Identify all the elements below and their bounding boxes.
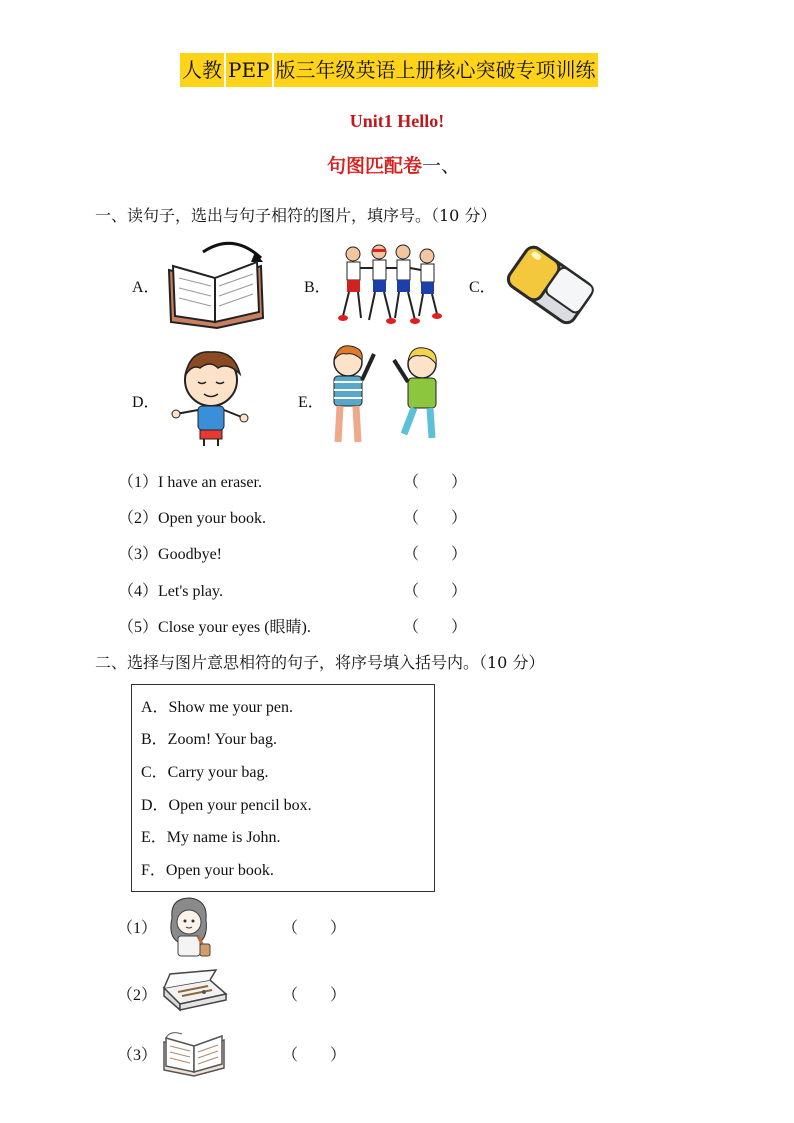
answer-blank[interactable]: （ ）: [282, 987, 347, 1004]
picture-label-b: B．: [304, 279, 331, 296]
answer-blank[interactable]: （ ）: [403, 510, 468, 527]
item-text: I have an eraser.: [158, 474, 262, 491]
children-playing-icon: [335, 240, 445, 326]
answer-blank[interactable]: （ ）: [282, 920, 347, 937]
item-text: Let's play.: [158, 583, 223, 600]
option-b: B．Zoom! Your bag.: [141, 731, 278, 748]
picture-label-d: D．: [132, 394, 160, 411]
worksheet-subtitle: [327, 151, 460, 178]
s1-item-5: [118, 614, 311, 637]
section1-heading: 一、读句子，选出与句子相符的图片，填序号。（10 分）: [95, 206, 497, 225]
page-title: [180, 53, 598, 87]
item-text: Close your eyes (眼睛).: [158, 619, 311, 636]
option-f: F．Open your book.: [141, 862, 274, 879]
open-book-icon: [163, 238, 268, 328]
eraser-icon: [502, 237, 597, 330]
answer-blank[interactable]: （ ）: [403, 546, 468, 563]
s1-item-1: [118, 469, 262, 492]
s1-item-3: [118, 541, 222, 564]
item-number: （3）: [118, 546, 159, 563]
section2-heading: 二、选择与图片意思相符的句子，将序号填入括号内。（10 分）: [95, 653, 545, 672]
item-number: （5）: [118, 619, 159, 636]
answer-blank[interactable]: （ ）: [403, 619, 468, 636]
picture-label-c: C．: [469, 279, 496, 296]
item-number: （2）: [118, 510, 159, 527]
option-d: D．Open your pencil box.: [141, 797, 312, 814]
s2-item-2-number: （2）: [117, 987, 158, 1004]
answer-blank[interactable]: （ ）: [282, 1047, 347, 1064]
answer-blank[interactable]: （ ）: [403, 583, 468, 600]
picture-label-a: A．: [132, 279, 160, 296]
girl-with-bag-icon: [164, 896, 214, 960]
option-c: C．Carry your bag.: [141, 764, 269, 781]
s2-item-1-number: （1）: [117, 920, 158, 937]
s1-item-4: [118, 578, 223, 601]
picture-label-e: E．: [298, 394, 324, 411]
answer-blank[interactable]: （ ）: [403, 474, 468, 491]
title-part: 人教: [180, 53, 224, 87]
option-a: A．Show me your pen.: [141, 699, 293, 716]
kids-waving-icon: [328, 342, 446, 452]
boy-eyes-closed-icon: [170, 346, 252, 449]
subtitle-red: 句图匹配卷: [327, 155, 423, 177]
pencil-box-icon: [160, 972, 228, 1012]
item-number: （1）: [118, 474, 159, 491]
subtitle-tail: 一、: [422, 155, 461, 177]
s2-item-3-number: （3）: [117, 1047, 158, 1064]
title-part: PEP: [226, 53, 272, 87]
item-text: Open your book.: [158, 510, 266, 527]
item-text: Goodbye!: [158, 546, 222, 563]
options-box: [131, 684, 435, 892]
option-e: E．My name is John.: [141, 829, 281, 846]
unit-heading: Unit1 Hello!: [349, 111, 445, 131]
item-number: （4）: [118, 583, 159, 600]
s1-item-2: [118, 505, 266, 528]
open-book-icon: [160, 1030, 228, 1076]
title-part: 版三年级英语上册核心突破专项训练: [274, 53, 598, 87]
